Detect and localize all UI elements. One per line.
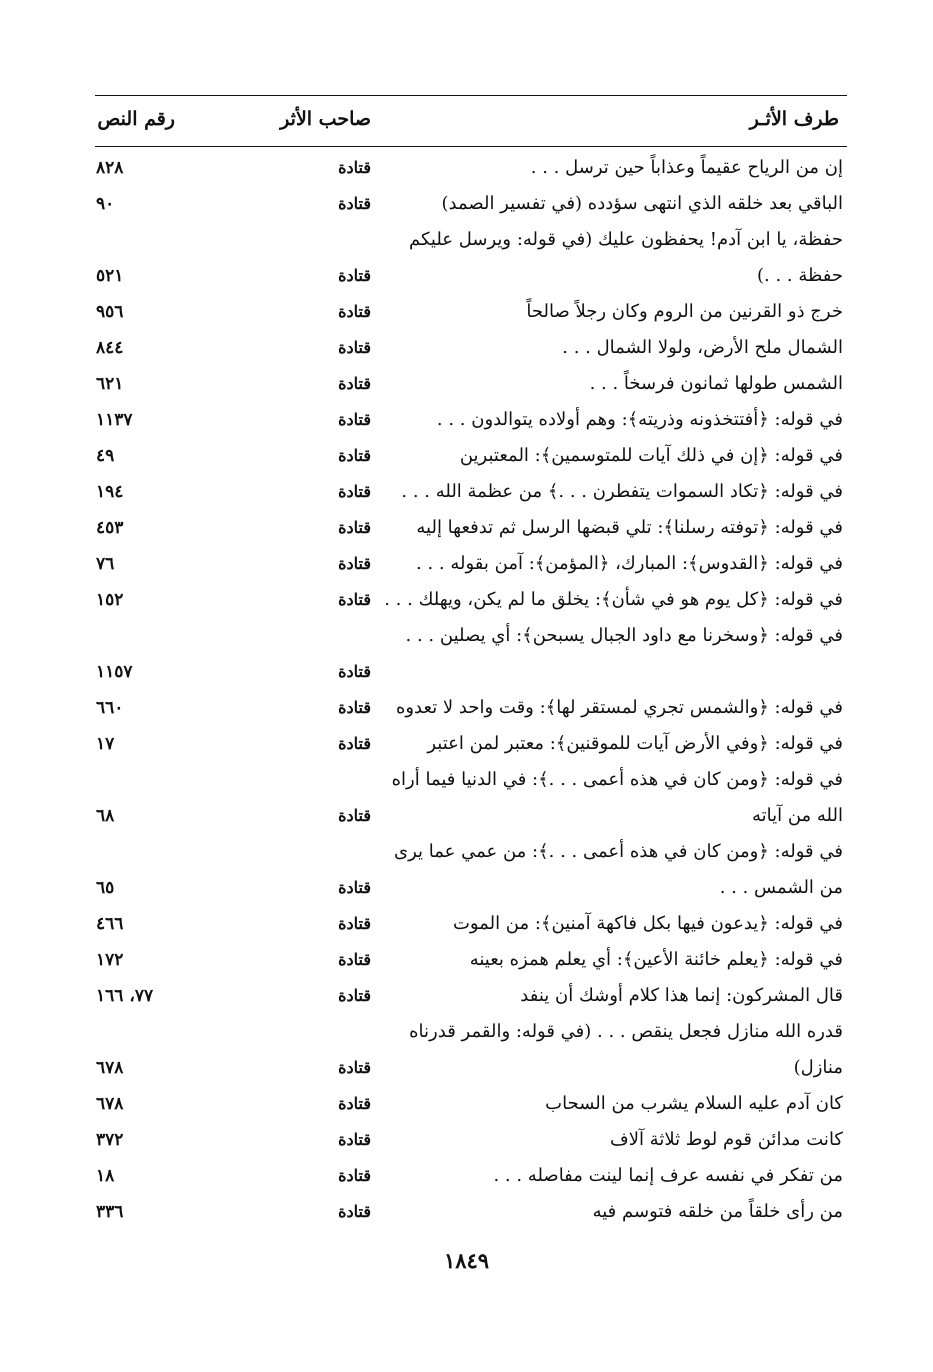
row-text: في قوله: ﴿ومن كان في هذه أعمى . . .﴾: في الدنيا فيما أراه الله من آياته <box>391 769 843 826</box>
row-number: ٨٢٨ <box>96 158 124 178</box>
row-number: ١٧٢ <box>96 950 124 970</box>
row-text: في قوله: ﴿تكاد السموات يتفطرن . . .﴾ من عظمة الله . . . <box>401 481 843 502</box>
row-author: قتادة <box>338 410 371 429</box>
table-row <box>0 978 933 1014</box>
row-author: قتادة <box>338 338 371 357</box>
row-text: إن من الرياح عقيماً وعذاباً حين ترسل . . . <box>530 157 843 178</box>
table-row <box>0 330 933 366</box>
row-author: قتادة <box>338 446 371 465</box>
row-text: الشمال ملح الأرض، ولولا الشمال . . . <box>562 337 843 358</box>
row-text: كانت مدائن قوم لوط ثلاثة آلاف <box>610 1129 843 1150</box>
row-author: قتادة <box>338 950 371 969</box>
row-text: في قوله: ﴿وفي الأرض آيات للموقنين﴾: معتبر لمن اعتبر <box>427 733 843 754</box>
row-text: الشمس طولها ثمانون فرسخاً . . . <box>589 373 843 394</box>
row-number: ٥٢١ <box>96 266 124 286</box>
row-author: قتادة <box>338 1202 371 1221</box>
row-author: قتادة <box>338 1058 371 1077</box>
table-row <box>0 510 933 546</box>
row-text: في قوله: ﴿توفته رسلنا﴾: تلي قبضها الرسل ثم تدفعها إليه <box>416 517 843 538</box>
header-number-column: رقم النص <box>97 108 175 130</box>
row-number: ٦٦٠ <box>96 698 124 718</box>
row-number: ١١٥٧ <box>96 662 133 682</box>
row-text: كان آدم عليه السلام يشرب من السحاب <box>545 1093 843 1114</box>
table-row <box>0 1086 933 1122</box>
row-author: قتادة <box>338 1130 371 1149</box>
row-author: قتادة <box>338 266 371 285</box>
row-number: ١٨ <box>96 1166 115 1186</box>
row-text: في قوله: ﴿القدوس﴾: المبارك، ﴿المؤمن﴾: آمن بقوله . . . <box>416 553 843 574</box>
row-author: قتادة <box>338 698 371 717</box>
row-author: قتادة <box>338 914 371 933</box>
row-number: ٤٦٦ <box>96 914 124 934</box>
row-number: ٦٢١ <box>96 374 124 394</box>
table-row <box>0 942 933 978</box>
table-row <box>0 438 933 474</box>
table-row <box>0 690 933 726</box>
row-number: ٨٤٤ <box>96 338 124 358</box>
row-text: من رأى خلقاً من خلقه فتوسم فيه <box>592 1201 843 1222</box>
table-row <box>0 1014 933 1086</box>
row-text: قدره الله منازل فجعل ينقص . . . (في قوله: والقمر قدرناه منازل) <box>409 1021 843 1078</box>
table-row <box>0 834 933 906</box>
index-table <box>0 150 933 1230</box>
table-row <box>0 186 933 222</box>
table-row <box>0 1194 933 1230</box>
row-text: في قوله: ﴿يعلم خائنة الأعين﴾: أي يعلم همزه بعينه <box>469 949 843 970</box>
table-row <box>0 618 933 690</box>
table-row <box>0 726 933 762</box>
row-number: ٩٠ <box>96 194 115 214</box>
row-number: ٦٧٨ <box>96 1058 124 1078</box>
table-row <box>0 150 933 186</box>
header-author-column: صاحب الأثر <box>280 108 371 130</box>
table-row <box>0 762 933 834</box>
row-number: ٣٣٦ <box>96 1202 124 1222</box>
row-author: قتادة <box>338 662 371 681</box>
row-text: في قوله: ﴿يدعون فيها بكل فاكهة آمنين﴾: من الموت <box>452 913 843 934</box>
table-row <box>0 222 933 294</box>
row-text: في قوله: ﴿كل يوم هو في شأن﴾: يخلق ما لم يكن، ويهلك . . . <box>384 589 843 610</box>
row-text: في قوله: ﴿ومن كان في هذه أعمى . . .﴾: من عمي عما يرى من الشمس . . . <box>393 841 843 898</box>
row-author: قتادة <box>338 1166 371 1185</box>
row-number: ٦٨ <box>96 806 115 826</box>
row-author: قتادة <box>338 194 371 213</box>
row-text: من تفكر في نفسه عرف إنما لينت مفاصله . . . <box>493 1165 843 1186</box>
row-number: ١٩٤ <box>96 482 124 502</box>
row-text: في قوله: ﴿والشمس تجري لمستقر لها﴾: وقت واحد لا تعدوه <box>395 697 843 718</box>
page-number: ١٨٤٩ <box>443 1248 490 1273</box>
row-number: ١٧ <box>96 734 115 754</box>
row-number: ٣٧٢ <box>96 1130 124 1150</box>
table-row <box>0 366 933 402</box>
row-author: قتادة <box>338 554 371 573</box>
row-author: قتادة <box>338 986 371 1005</box>
row-author: قتادة <box>338 590 371 609</box>
row-number: ٩٥٦ <box>96 302 124 322</box>
row-number: ١٥٢ <box>96 590 124 610</box>
row-author: قتادة <box>338 158 371 177</box>
row-text: في قوله: ﴿أفتتخذونه وذريته﴾: وهم أولاده يتوالدون . . . <box>436 409 843 430</box>
row-text: في قوله: ﴿إن في ذلك آيات للمتوسمين﴾: المعتبرين <box>459 445 843 466</box>
row-number: ٧٦ <box>96 554 115 574</box>
row-author: قتادة <box>338 302 371 321</box>
row-number: ٦٥ <box>96 878 115 898</box>
row-number: ٤٩ <box>96 446 115 466</box>
row-author: قتادة <box>338 1094 371 1113</box>
row-text: قال المشركون: إنما هذا كلام أوشك أن ينفد <box>520 985 843 1006</box>
table-row <box>0 582 933 618</box>
header-text-column: طرف الأثـر <box>749 108 839 130</box>
table-row <box>0 906 933 942</box>
row-text: في قوله: ﴿وسخرنا مع داود الجبال يسبحن﴾: أي يصلين . . . <box>405 625 843 646</box>
row-text: حفظة، يا ابن آدم! يحفظون عليك (في قوله: ويرسل عليكم حفظة . . .) <box>408 229 843 286</box>
row-author: قتادة <box>338 878 371 897</box>
row-text: الباقي بعد خلقه الذي انتهى سؤدده (في تفسير الصمد) <box>441 193 843 214</box>
table-header <box>95 95 847 147</box>
table-row <box>0 474 933 510</box>
table-row <box>0 1158 933 1194</box>
row-author: قتادة <box>338 806 371 825</box>
row-author: قتادة <box>338 734 371 753</box>
row-number: ٧٧، ١٦٦ <box>96 986 154 1006</box>
row-text: خرج ذو القرنين من الروم وكان رجلاً صالحاً <box>526 301 843 322</box>
row-number: ٦٧٨ <box>96 1094 124 1114</box>
table-row <box>0 546 933 582</box>
row-number: ٤٥٣ <box>96 518 124 538</box>
table-row <box>0 1122 933 1158</box>
row-author: قتادة <box>338 518 371 537</box>
table-row <box>0 294 933 330</box>
row-author: قتادة <box>338 374 371 393</box>
row-author: قتادة <box>338 482 371 501</box>
row-number: ١١٣٧ <box>96 410 133 430</box>
table-row <box>0 402 933 438</box>
